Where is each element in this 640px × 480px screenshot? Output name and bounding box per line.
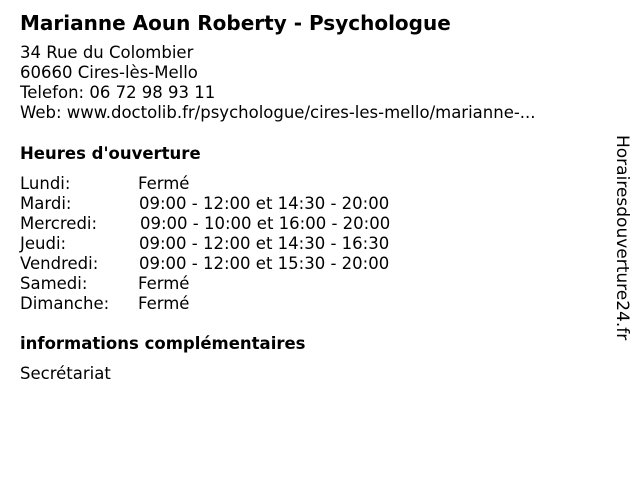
contact-block [20,43,536,123]
day-hours: 09:00 - 12:00 et 15:30 - 20:00 [139,254,390,273]
day-label: Lundi: [20,174,71,193]
day-label: Mardi: [20,194,72,213]
day-hours: 09:00 - 12:00 et 14:30 - 16:30 [139,234,390,253]
day-label: Samedi: [20,274,88,293]
day-hours: Fermé [138,274,190,293]
site-watermark: Horairesdouverture24.fr [612,135,632,341]
phone-number: Telefon: 06 72 98 93 11 [20,83,216,102]
day-label: Vendredi: [20,254,99,273]
day-hours: 09:00 - 12:00 et 14:30 - 20:00 [139,194,390,213]
website-link: Web: www.doctolib.fr/psychologue/cires-les-mello/marianne-... [20,103,536,122]
additional-info-heading: informations complémentaires [20,334,306,353]
day-hours: Fermé [138,294,190,313]
day-hours: 09:00 - 10:00 et 16:00 - 20:00 [140,214,391,233]
opening-hours-heading: Heures d'ouverture [20,144,201,163]
city-address: 60660 Cires-lès-Mello [20,63,198,82]
additional-info-text: Secrétariat [20,364,111,383]
page-title: Marianne Aoun Roberty - Psychologue [20,11,451,35]
day-label: Jeudi: [20,234,67,253]
day-hours: Fermé [138,174,190,193]
day-label: Mercredi: [20,214,98,233]
day-label: Dimanche: [20,294,110,313]
street-address: 34 Rue du Colombier [20,43,194,62]
